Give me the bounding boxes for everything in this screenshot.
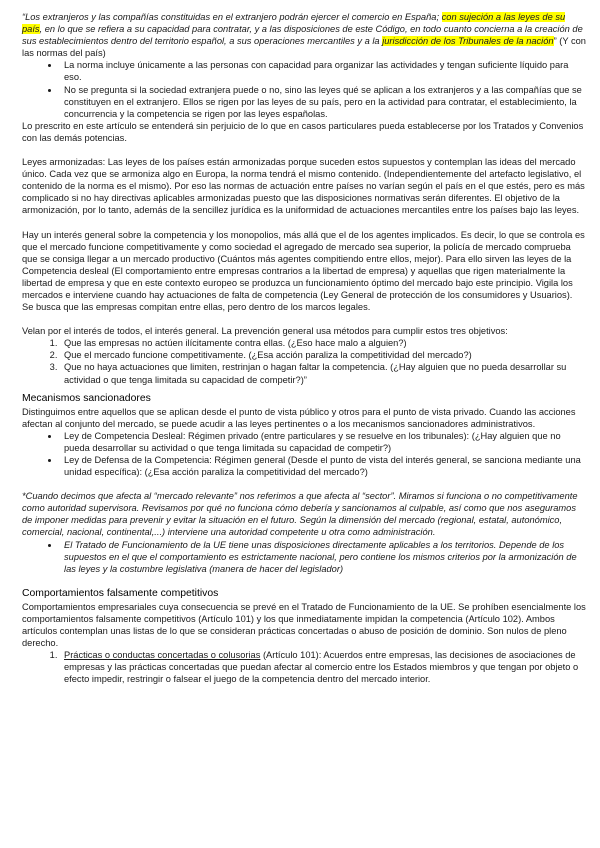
heading-mecanismos: Mecanismos sancionadores — [22, 392, 151, 404]
list-item — [60, 649, 586, 685]
highlight-jurisdiccion: jurisdicción de los Tribunales de la nación — [382, 36, 554, 47]
practicas-concertadas-term: Prácticas o conductas concertadas o colusorias — [64, 650, 261, 661]
highlight-leyes-de-su-pais: con sujeción a las leyes de su país — [22, 12, 566, 35]
paragraph-leyes-armonizadas: Leyes armonizadas: Las leyes de los países están armonizadas porque suceden estos supuestos y contemplan las ideas del mercado único. Cada vez que se armoniza algo en Europa, la norma tendrá el mismo contenido. (Independientemente del artefacto legislativo, el contenido de la norma es el mismo). Por eso las normas de actuación entre países no varían según el país en el que estés, pero es más complicado si no hay directivas aplicables armonizadas puesto que las disposiciones normativas serán diferentes. El objetivo de la armonización, por lo tanto, además de la sencillez jurídica es la uniformidad de actuaciones mercantiles entre los países bajo las leyes. — [22, 157, 585, 216]
list-item: • El Tratado de Funcionamiento de la UE tiene unas disposiciones directamente aplicables a los territorios. Depende de los supuestos en el que el comportamiento es estrictamente nacional, pero contiene los mismos criterios por la armonización de las leyes y la costumbre legislativa (manera de hacer del legislador) — [60, 539, 586, 575]
list-item: • Ley de Competencia Desleal: Régimen privado (entre particulares y se resuelve en los tribunales): (¿Hay alguien que no pueda desarrollar su actividad o que tenga limitada su capacidad de competir?) — [60, 430, 586, 454]
quote-part: ” (Y con las normas del país) — [22, 36, 586, 59]
mecanismos-bullets — [22, 430, 586, 478]
heading-comportamientos: Comportamientos falsamente competitivos — [22, 587, 219, 599]
nota-bullets — [22, 539, 586, 575]
paragraph-interes-general: Hay un interés general sobre la competencia y los monopolios, más allá que el de los agentes implicados. Es decir, lo que se controla es que el mercado funcione competitivamente y como sociedad el agregado de mercado sea superior, la policía de mercado comprueba que se consiga llegar a un mercado productivo (Cuántos más agentes compitiendo entre ellos, mejor). Para ello sirven las leyes de la Competencia desleal (El comportamiento entre empresas contrarios a la libertad de empresa) y aquellas que rigen materialmente la libertad de empresa y que en este contexto europeo se produzca un funcionamiento óptimo del mercado bajo este principio. Vigila los mercados e interviene cuando hay actuaciones de falta de competencia (Ley General de protección de los consumidores y Usuarios). Se busca que las empresas compitan entre ellas, pero dentro de los marcos legales. — [22, 229, 585, 313]
paragraph: Lo prescrito en este artículo se entenderá sin perjuicio de lo que en casos particulares pueda establecerse por los Tratados y Convenios con las demás potencias. — [22, 120, 584, 143]
comportamientos-list — [22, 649, 586, 685]
list-item: 2. Que el mercado funcione competitivamente. (¿Esa acción paraliza la competitividad del mercado?) — [60, 349, 586, 361]
list-item: 3. Que no haya actuaciones que limiten, restrinjan o hagan faltar la competencia. (¿Hay alguien que no pueda desarrollar su actividad o que tenga limitada su capacidad de competir?)” — [60, 361, 586, 385]
objetivos-list — [22, 337, 586, 385]
intro-quote — [22, 11, 586, 59]
list-item-text: (Artículo 101): Acuerdos entre empresas, las decisiones de asociaciones de empresas y las prácticas concertadas que puedan afectar al comercio entre los Estados miembros y que tengan por objeto o efecto impedir, restringir o falsear el juego de la competencia dentro del mercado interior. — [64, 650, 579, 685]
nota-italica: *Cuando decimos que afecta al “mercado relevante” nos referimos a que afecta al “sector”. Miramos si funciona o no competitivamente como autoridad supervisora. Revisamos por qué no funciona cómo debería y sancionamos al culpable, así como que nos aseguramos de imponer medidas para prevenir y evitar la situación en el futuro. Según la dimensión del mercado (regional, estatal, autonómico, comercial, nacional, continental,...) interviene una autoridad competente u otra como administración. — [22, 491, 578, 538]
list-item: • No se pregunta si la sociedad extranjera puede o no, sino las leyes qué se aplican a los extranjeros y a las compañías que se constituyen en el extranjero. Ellos se rigen por las leyes de su país, pero en la actividad para contratar, el establecimiento, la concurrencia y la competencia se rigen por las leyes españolas. — [60, 84, 586, 120]
paragraph-comportamientos: Comportamientos empresariales cuya consecuencia se prevé en el Tratado de Funcionamiento de la UE. Se prohíben esencialmente los comportamientos falsamente competitivos (Artículo 101) y los que inmediatamente impidan la competencia (Artículo 102). Ambos artículos contemplan unas listas de lo que se consideran prácticas concertadas o abuso de posición de dominio. Son nulos de pleno derecho. — [22, 601, 586, 649]
quote-part: , en lo que se refiera a su capacidad para contratar, y a las disposiciones de este Código, en todo cuanto concierna a la creación de sus establecimientos dentro del territorio español, a sus operaciones mercantiles y a la — [22, 24, 583, 47]
list-item: • La norma incluye únicamente a las personas con capacidad para organizar las actividades y tengan suficiente líquido para eso. — [60, 59, 586, 83]
quote-part: “Los extranjeros y las compañías constituidas en el extranjero podrán ejercer el comercio en España; — [22, 12, 442, 22]
paragraph-mecanismos: Distinguimos entre aquellos que se aplican desde el punto de vista público y otros para el punto de vista privado. Cuando las acciones afectan al conjunto del mercado, se puede acudir a las leyes pertinentes o a los mecanismos sancionadores administrativos. — [22, 406, 576, 429]
paragraph-objetivos-intro: Velan por el interés de todos, el interés general. La prevención general usa métodos para cumplir estos tres objetivos: — [22, 326, 508, 337]
quote-bullets — [22, 59, 586, 119]
list-item: 1. Que las empresas no actúen ilícitamente contra ellas. (¿Eso hace malo a alguien?) — [60, 337, 586, 349]
list-item: • Ley de Defensa de la Competencia: Régimen general (Desde el punto de vista del interés general, se sanciona mediante una unidad específica): (¿Esa acción paraliza la competitividad del mercado?) — [60, 454, 586, 478]
